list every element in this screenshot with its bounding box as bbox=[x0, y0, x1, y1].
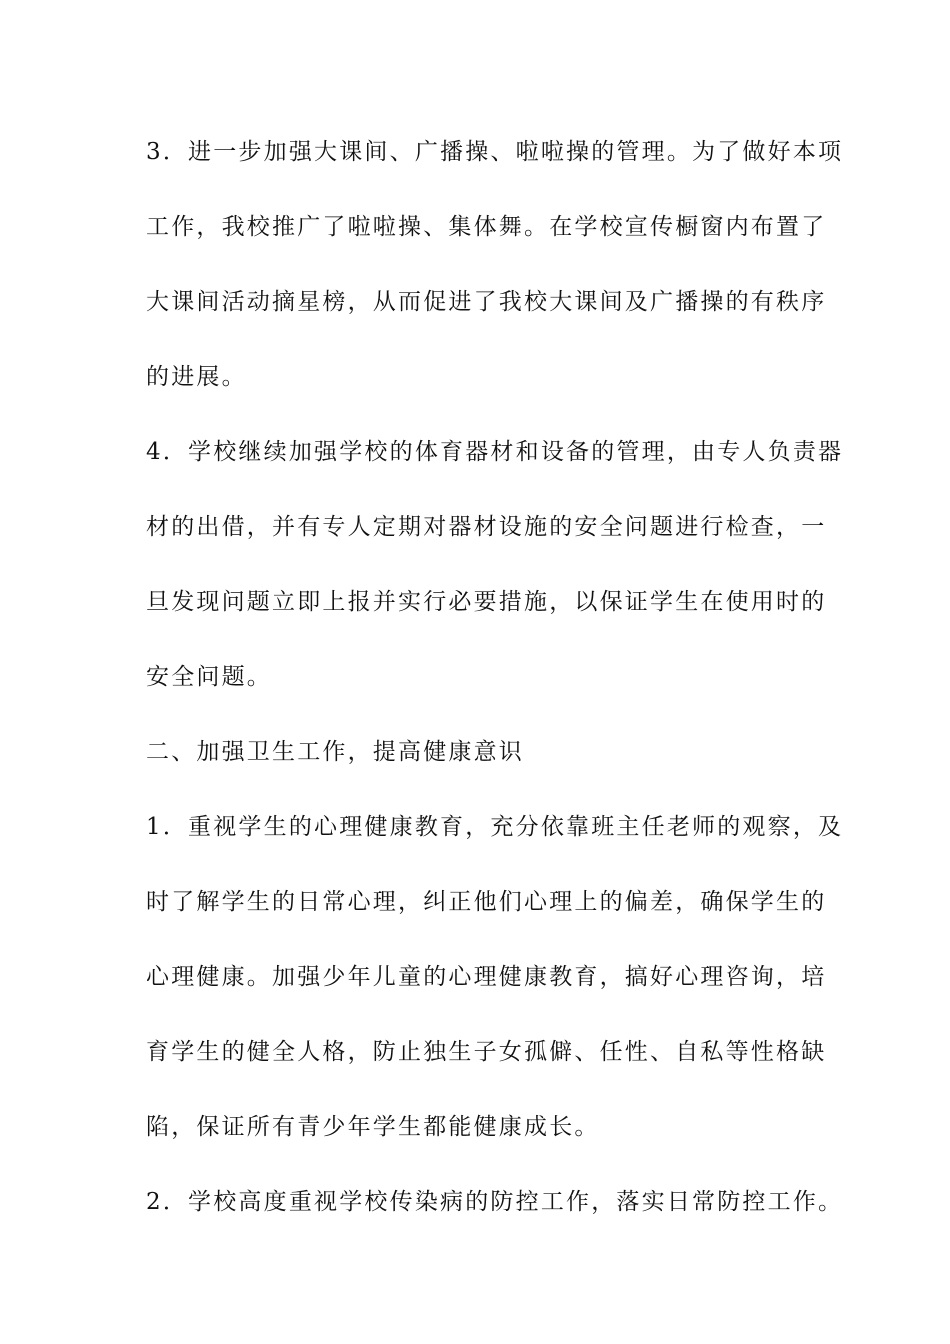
health-item-1-line-1: 1．重视学生的心理健康教育，充分依靠班主任老师的观察，及 bbox=[146, 814, 844, 840]
health-item-1-line-3: 心理健康。加强少年儿童的心理健康教育，搞好心理咨询，培 bbox=[146, 964, 827, 990]
paragraph-4-line-1: 4．学校继续加强学校的体育器材和设备的管理，由专人负责器 bbox=[146, 439, 844, 465]
paragraph-4-line-2: 材的出借，并有专人定期对器材设施的安全问题进行检查，一 bbox=[146, 514, 827, 540]
paragraph-4-line-4: 安全问题。 bbox=[146, 664, 272, 690]
paragraph-3-line-3: 大课间活动摘星榜，从而促进了我校大课间及广播操的有秩序 bbox=[146, 289, 827, 315]
health-item-1-line-2: 时了解学生的日常心理，纠正他们心理上的偏差，确保学生的 bbox=[146, 889, 827, 915]
paragraph-3-line-4: 的进展。 bbox=[146, 364, 247, 390]
paragraph-3-line-2: 工作，我校推广了啦啦操、集体舞。在学校宣传橱窗内布置了 bbox=[146, 214, 827, 240]
section-heading: 二、加强卫生工作，提高健康意识 bbox=[146, 739, 524, 765]
health-item-1-line-5: 陷，保证所有青少年学生都能健康成长。 bbox=[146, 1114, 600, 1140]
paragraph-3-line-1: 3．进一步加强大课间、广播操、啦啦操的管理。为了做好本项 bbox=[146, 139, 844, 165]
health-item-2-line-1: 2．学校高度重视学校传染病的防控工作，落实日常防控工作。 bbox=[146, 1189, 844, 1215]
paragraph-4-line-3: 旦发现问题立即上报并实行必要措施，以保证学生在使用时的 bbox=[146, 589, 827, 615]
health-item-1-line-4: 育学生的健全人格，防止独生子女孤僻、任性、自私等性格缺 bbox=[146, 1039, 827, 1065]
